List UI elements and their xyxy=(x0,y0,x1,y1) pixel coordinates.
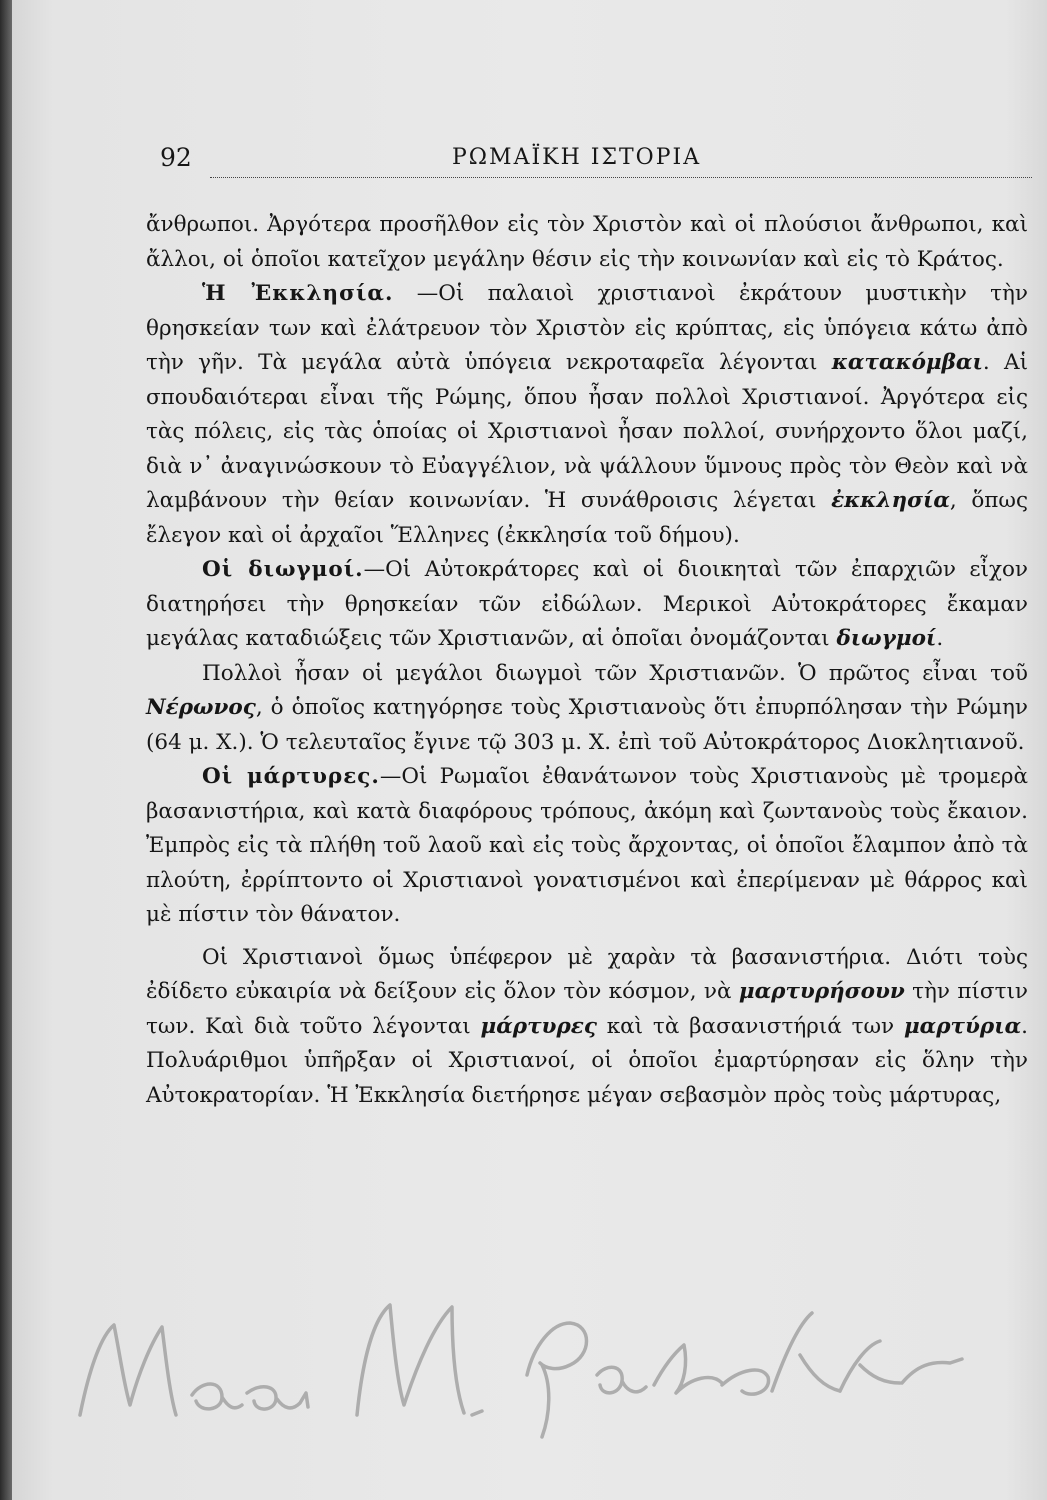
key-term-martyrisoun: μαρτυρήσουν xyxy=(738,979,905,1004)
text-run: . xyxy=(936,626,944,651)
text-run: . Πολυάριθμοι ὑπῆρξαν οἱ Χριστιανοί, οἱ ὁποῖοι ἐμαρτύρησαν εἰς ὅλην τὴν Αὐτοκρατορίαν. Ἡ Ἐκκλησία διετήρησε μέγαν σεβασμὸν πρὸς τοὺς μάρτυρας, xyxy=(146,1013,1028,1108)
section-heading-church: Ἡ Ἐκκλησία. xyxy=(202,281,394,306)
paragraph-persecutions xyxy=(146,553,1028,657)
key-term-martyres: μάρτυρες xyxy=(480,1013,597,1039)
text-run: , ὁ ὁποῖος κατηγόρησε τοὺς Χριστιανοὺς ὅτι ἐπυρπόλησαν τὴν Ρώμην (64 μ. Χ.). Ὁ τελευταῖος ἔγινε τῷ 303 μ. Χ. ἐπὶ τοῦ Αὐτοκράτορος Διοκλητιανοῦ. xyxy=(146,695,1028,755)
section-heading-martyrs: Οἱ μάρτυρες. xyxy=(202,764,380,789)
text-run: —Οἱ Αὐτοκράτορες καὶ οἱ διοικηταὶ τῶν ἐπαρχιῶν εἶχον διατηρήσει τὴν θρησκείαν τῶν εἰδώλων. Μερικοὶ Αὐτοκράτορες ἔκαμαν μεγάλας καταδιώξεις τῶν Χριστιανῶν, αἱ ὁποῖαι ὀνομάζονται xyxy=(146,557,1028,651)
paragraph-continuation xyxy=(146,208,1028,277)
book-page xyxy=(12,0,1047,1500)
signature-stroke xyxy=(357,1305,464,1415)
signature-stroke xyxy=(472,1411,482,1415)
text-run: Οἱ Χριστιανοὶ ὅμως ὑπέφερον μὲ χαρὰν τὰ βασανιστήρια. Διότι τοὺς ἐδίδετο εὐκαιρία νὰ δείξουν εἰς ὅλον τὸν κόσμον, νὰ xyxy=(146,944,1028,1004)
paragraph-nero xyxy=(146,657,1028,761)
text-run: τὴν πίστιν των. Καὶ διὰ τοῦτο λέγονται xyxy=(146,979,1028,1039)
signature-stroke xyxy=(772,1313,840,1391)
page-number: 92 xyxy=(160,143,192,172)
key-term-diogmoi: διωγμοί xyxy=(836,626,937,651)
page-header xyxy=(160,143,1032,183)
signature-stroke xyxy=(902,1359,962,1383)
book-binding xyxy=(0,0,12,1500)
signature-stroke xyxy=(80,1325,176,1415)
signature-stroke xyxy=(527,1323,587,1437)
text-run: ἄνθρωποι. Ἀργότερα προσῆλθον εἰς τὸν Χριστὸν καὶ οἱ πλούσιοι ἄνθρωποι, καὶ ἄλλοι, οἱ ὁποῖοι κατεῖχον μεγάλην θέσιν εἰς τὴν κοινωνίαν καὶ εἰς τὸ Κράτος. xyxy=(146,212,1028,272)
signature-stroke xyxy=(597,1367,646,1393)
paragraph-testimony xyxy=(146,941,1028,1114)
signature-stroke xyxy=(840,1341,900,1391)
text-run: , ὅπως ἔλεγον καὶ οἱ ἀρχαῖοι Ἕλληνες (ἐκκλησία τοῦ δήμου). xyxy=(146,488,1028,548)
key-term-ekklesia: ἐκκλησία xyxy=(831,488,950,513)
signature-stroke xyxy=(722,1370,769,1394)
paragraph-martyrs xyxy=(146,760,1028,933)
header-rule xyxy=(210,177,1032,178)
text-run: —Οἱ παλαιοὶ χριστιανοὶ ἐκράτουν μυστικὴν τὴν θρησκείαν των καὶ ἐλάτρευον τὸν Χριστὸν εἰς κρύπτας, εἰς ὑπόγεια κάτω ἀπὸ τὴν γῆν. Τὰ μεγάλα αὐτὰ ὑπόγεια νεκροταφεῖα λέγονται xyxy=(146,281,1028,375)
key-term-catacombs: κατακόμβαι xyxy=(831,350,983,375)
text-run: Πολλοὶ ἦσαν οἱ μεγάλοι διωγμοὶ τῶν Χριστιανῶν. Ὁ πρῶτος εἶναι τοῦ xyxy=(202,660,1028,686)
signature-stroke xyxy=(192,1384,242,1409)
section-heading-persecutions: Οἱ διωγμοί. xyxy=(202,557,364,582)
key-term-nero: Νέρωνος xyxy=(146,695,256,720)
running-head: ΡΩΜΑΪΚΗ ΙΣΤΟΡΙΑ xyxy=(452,145,702,170)
signature-stroke xyxy=(247,1387,308,1409)
key-term-martyria: μαρτύρια xyxy=(903,1013,1022,1039)
paragraph-church xyxy=(146,277,1028,553)
body-text xyxy=(146,208,1028,1113)
text-run: —Οἱ Ρωμαῖοι ἐθανάτωνον τοὺς Χριστιανοὺς μὲ τρομερὰ βασανιστήρια, καὶ κατὰ διαφόρους τρόπους, ἀκόμη καὶ ζωντανοὺς τοὺς ἔκαιον. Ἐμπρὸς εἰς τὰ πλήθη τοῦ λαοῦ καὶ εἰς τοὺς ἄρχοντας, οἱ ὁποῖοι ἔλαμπον ἀπὸ τὰ πλούτη, ἐρρίπτοντο οἱ Χριστιανοὶ γονατισμένοι καὶ ἐπερίμεναν μὲ θάρρος καὶ μὲ πίστιν τὸν θάνατον. xyxy=(146,764,1028,927)
text-run: . Αἱ σπουδαιότεραι εἶναι τῆς Ρώμης, ὅπου ἦσαν πολλοὶ Χριστιανοί. Ἀργότερα εἰς τὰς πόλεις, εἰς τὰς ὁποίας οἱ Χριστιανοὶ ἦσαν πολλοί, συνήρχοντο ὅλοι μαζί, διὰ ν᾽ ἀναγινώσκουν τὸ Εὐαγγέλιον, νὰ ψάλλουν ὕμνους πρὸς τὸν Θεὸν καὶ νὰ λαμβάνουν τὴν θείαν κοινωνίαν. Ἡ συνάθροισις λέγεται xyxy=(146,350,1028,513)
text-run: καὶ τὰ βασανιστήριά των xyxy=(596,1013,904,1039)
handwritten-signature xyxy=(72,1265,972,1465)
signature-stroke xyxy=(654,1345,722,1393)
